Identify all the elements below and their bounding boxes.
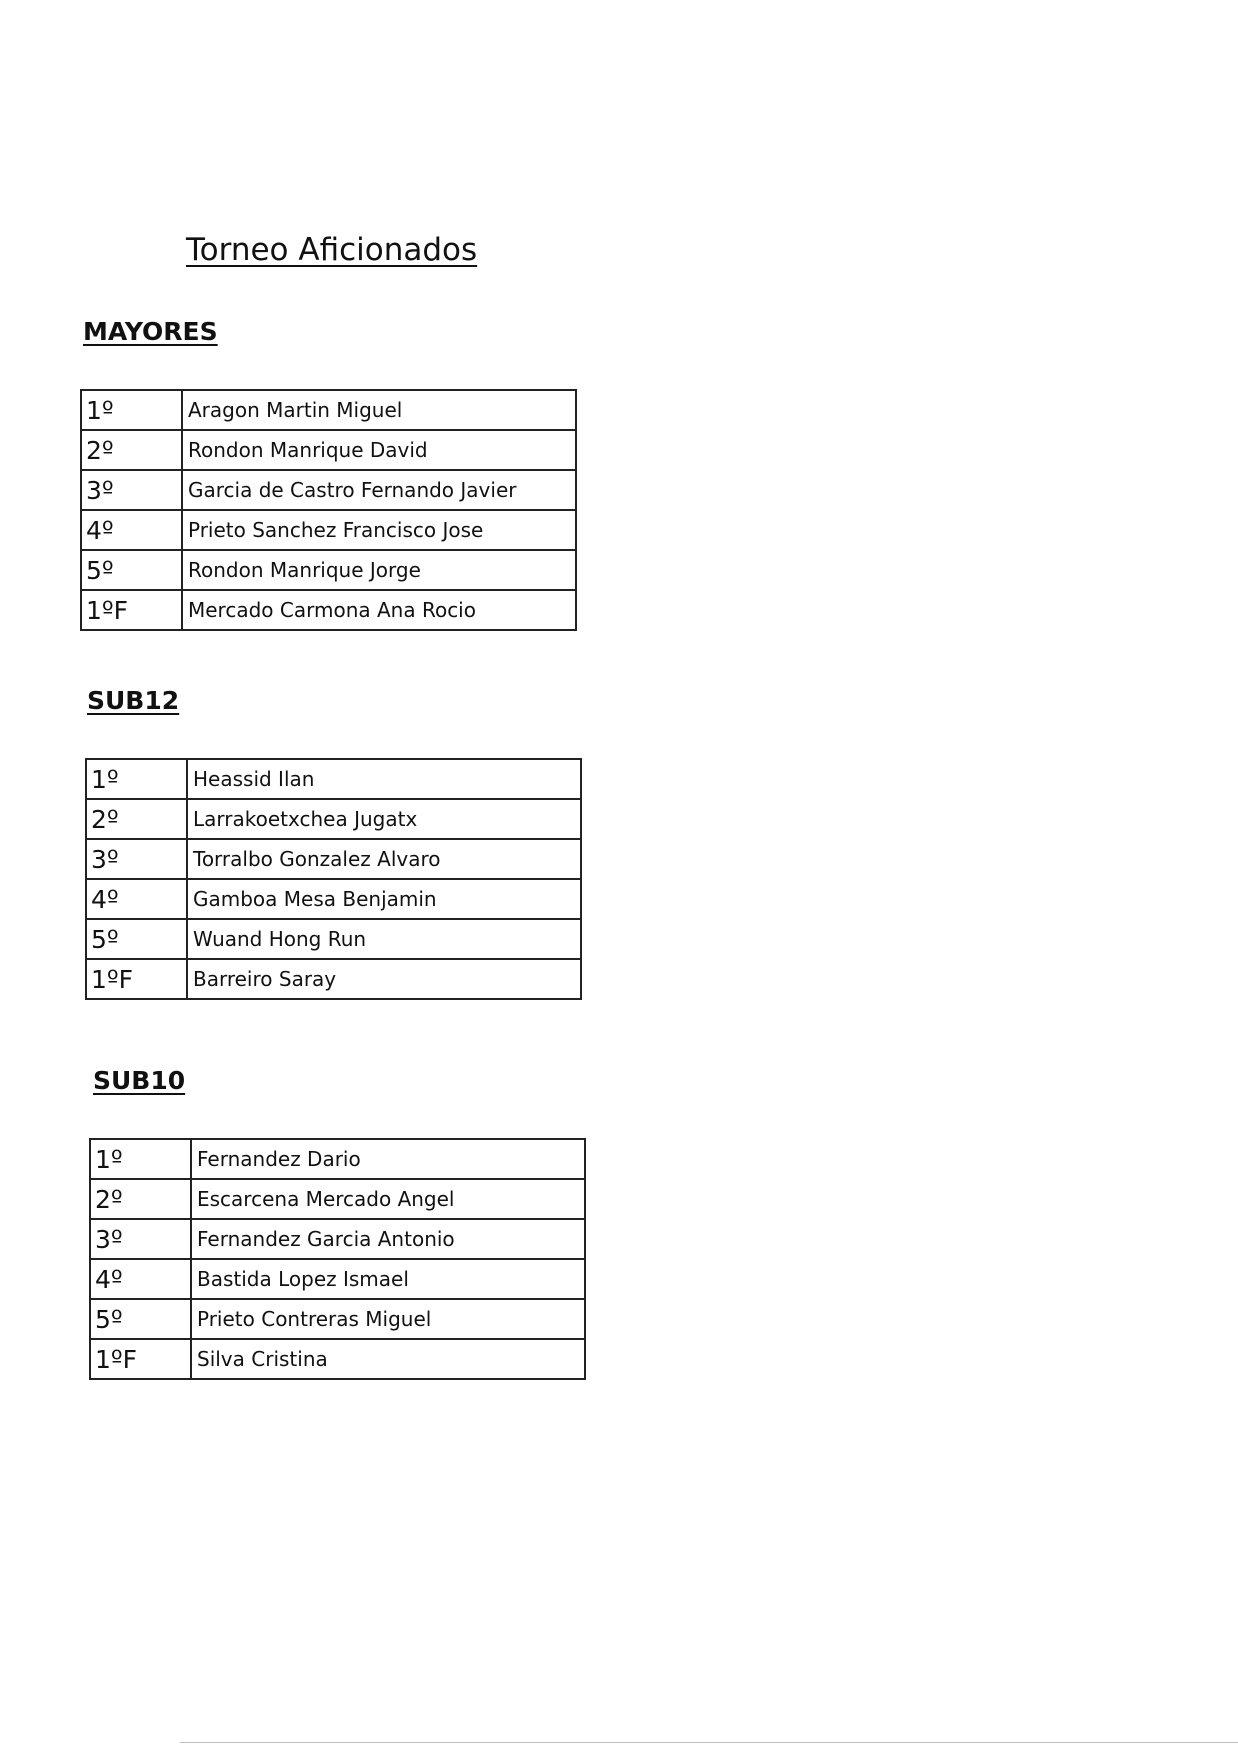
- results-table-sub12: [85, 758, 582, 1000]
- player-name-cell: Mercado Carmona Ana Rocio: [182, 590, 576, 630]
- position-cell: 1ºF: [81, 590, 182, 630]
- player-name-cell: Silva Cristina: [191, 1339, 585, 1379]
- position-cell: 3º: [90, 1219, 191, 1259]
- player-name-cell: Rondon Manrique Jorge: [182, 550, 576, 590]
- table-row: [81, 590, 576, 630]
- table-row: [86, 959, 581, 999]
- table-row: [81, 390, 576, 430]
- table-row: [90, 1219, 585, 1259]
- position-cell: 2º: [86, 799, 187, 839]
- player-name-cell: Fernandez Garcia Antonio: [191, 1219, 585, 1259]
- results-table-mayores: [80, 389, 577, 631]
- position-cell: 1º: [81, 390, 182, 430]
- position-cell: 1º: [90, 1139, 191, 1179]
- scan-edge-line: [180, 1742, 1238, 1743]
- table-row: [86, 879, 581, 919]
- player-name-cell: Escarcena Mercado Angel: [191, 1179, 585, 1219]
- table-row: [81, 510, 576, 550]
- table-row: [90, 1339, 585, 1379]
- position-cell: 1º: [86, 759, 187, 799]
- position-cell: 3º: [86, 839, 187, 879]
- page-title: Torneo Aficionados: [186, 232, 478, 268]
- player-name-cell: Barreiro Saray: [187, 959, 581, 999]
- position-cell: 5º: [81, 550, 182, 590]
- player-name-cell: Heassid Ilan: [187, 759, 581, 799]
- table-row: [90, 1259, 585, 1299]
- player-name-cell: Garcia de Castro Fernando Javier: [182, 470, 576, 510]
- table-row: [86, 759, 581, 799]
- position-cell: 1ºF: [90, 1339, 191, 1379]
- player-name-cell: Torralbo Gonzalez Alvaro: [187, 839, 581, 879]
- table-row: [86, 919, 581, 959]
- table-row: [90, 1139, 585, 1179]
- section-heading-mayores: MAYORES: [83, 317, 218, 346]
- results-table-sub10: [89, 1138, 586, 1380]
- table-row: [81, 470, 576, 510]
- section-heading-sub12: SUB12: [87, 686, 180, 715]
- player-name-cell: Prieto Contreras Miguel: [191, 1299, 585, 1339]
- table-row: [86, 799, 581, 839]
- position-cell: 1ºF: [86, 959, 187, 999]
- player-name-cell: Bastida Lopez Ismael: [191, 1259, 585, 1299]
- position-cell: 5º: [86, 919, 187, 959]
- position-cell: 2º: [90, 1179, 191, 1219]
- position-cell: 4º: [86, 879, 187, 919]
- player-name-cell: Aragon Martin Miguel: [182, 390, 576, 430]
- position-cell: 4º: [81, 510, 182, 550]
- player-name-cell: Rondon Manrique David: [182, 430, 576, 470]
- table-row: [81, 550, 576, 590]
- player-name-cell: Gamboa Mesa Benjamin: [187, 879, 581, 919]
- position-cell: 2º: [81, 430, 182, 470]
- table-row: [81, 430, 576, 470]
- table-row: [86, 839, 581, 879]
- position-cell: 5º: [90, 1299, 191, 1339]
- position-cell: 3º: [81, 470, 182, 510]
- player-name-cell: Prieto Sanchez Francisco Jose: [182, 510, 576, 550]
- table-row: [90, 1299, 585, 1339]
- table-row: [90, 1179, 585, 1219]
- position-cell: 4º: [90, 1259, 191, 1299]
- player-name-cell: Fernandez Dario: [191, 1139, 585, 1179]
- section-heading-sub10: SUB10: [93, 1066, 186, 1095]
- player-name-cell: Wuand Hong Run: [187, 919, 581, 959]
- player-name-cell: Larrakoetxchea Jugatx: [187, 799, 581, 839]
